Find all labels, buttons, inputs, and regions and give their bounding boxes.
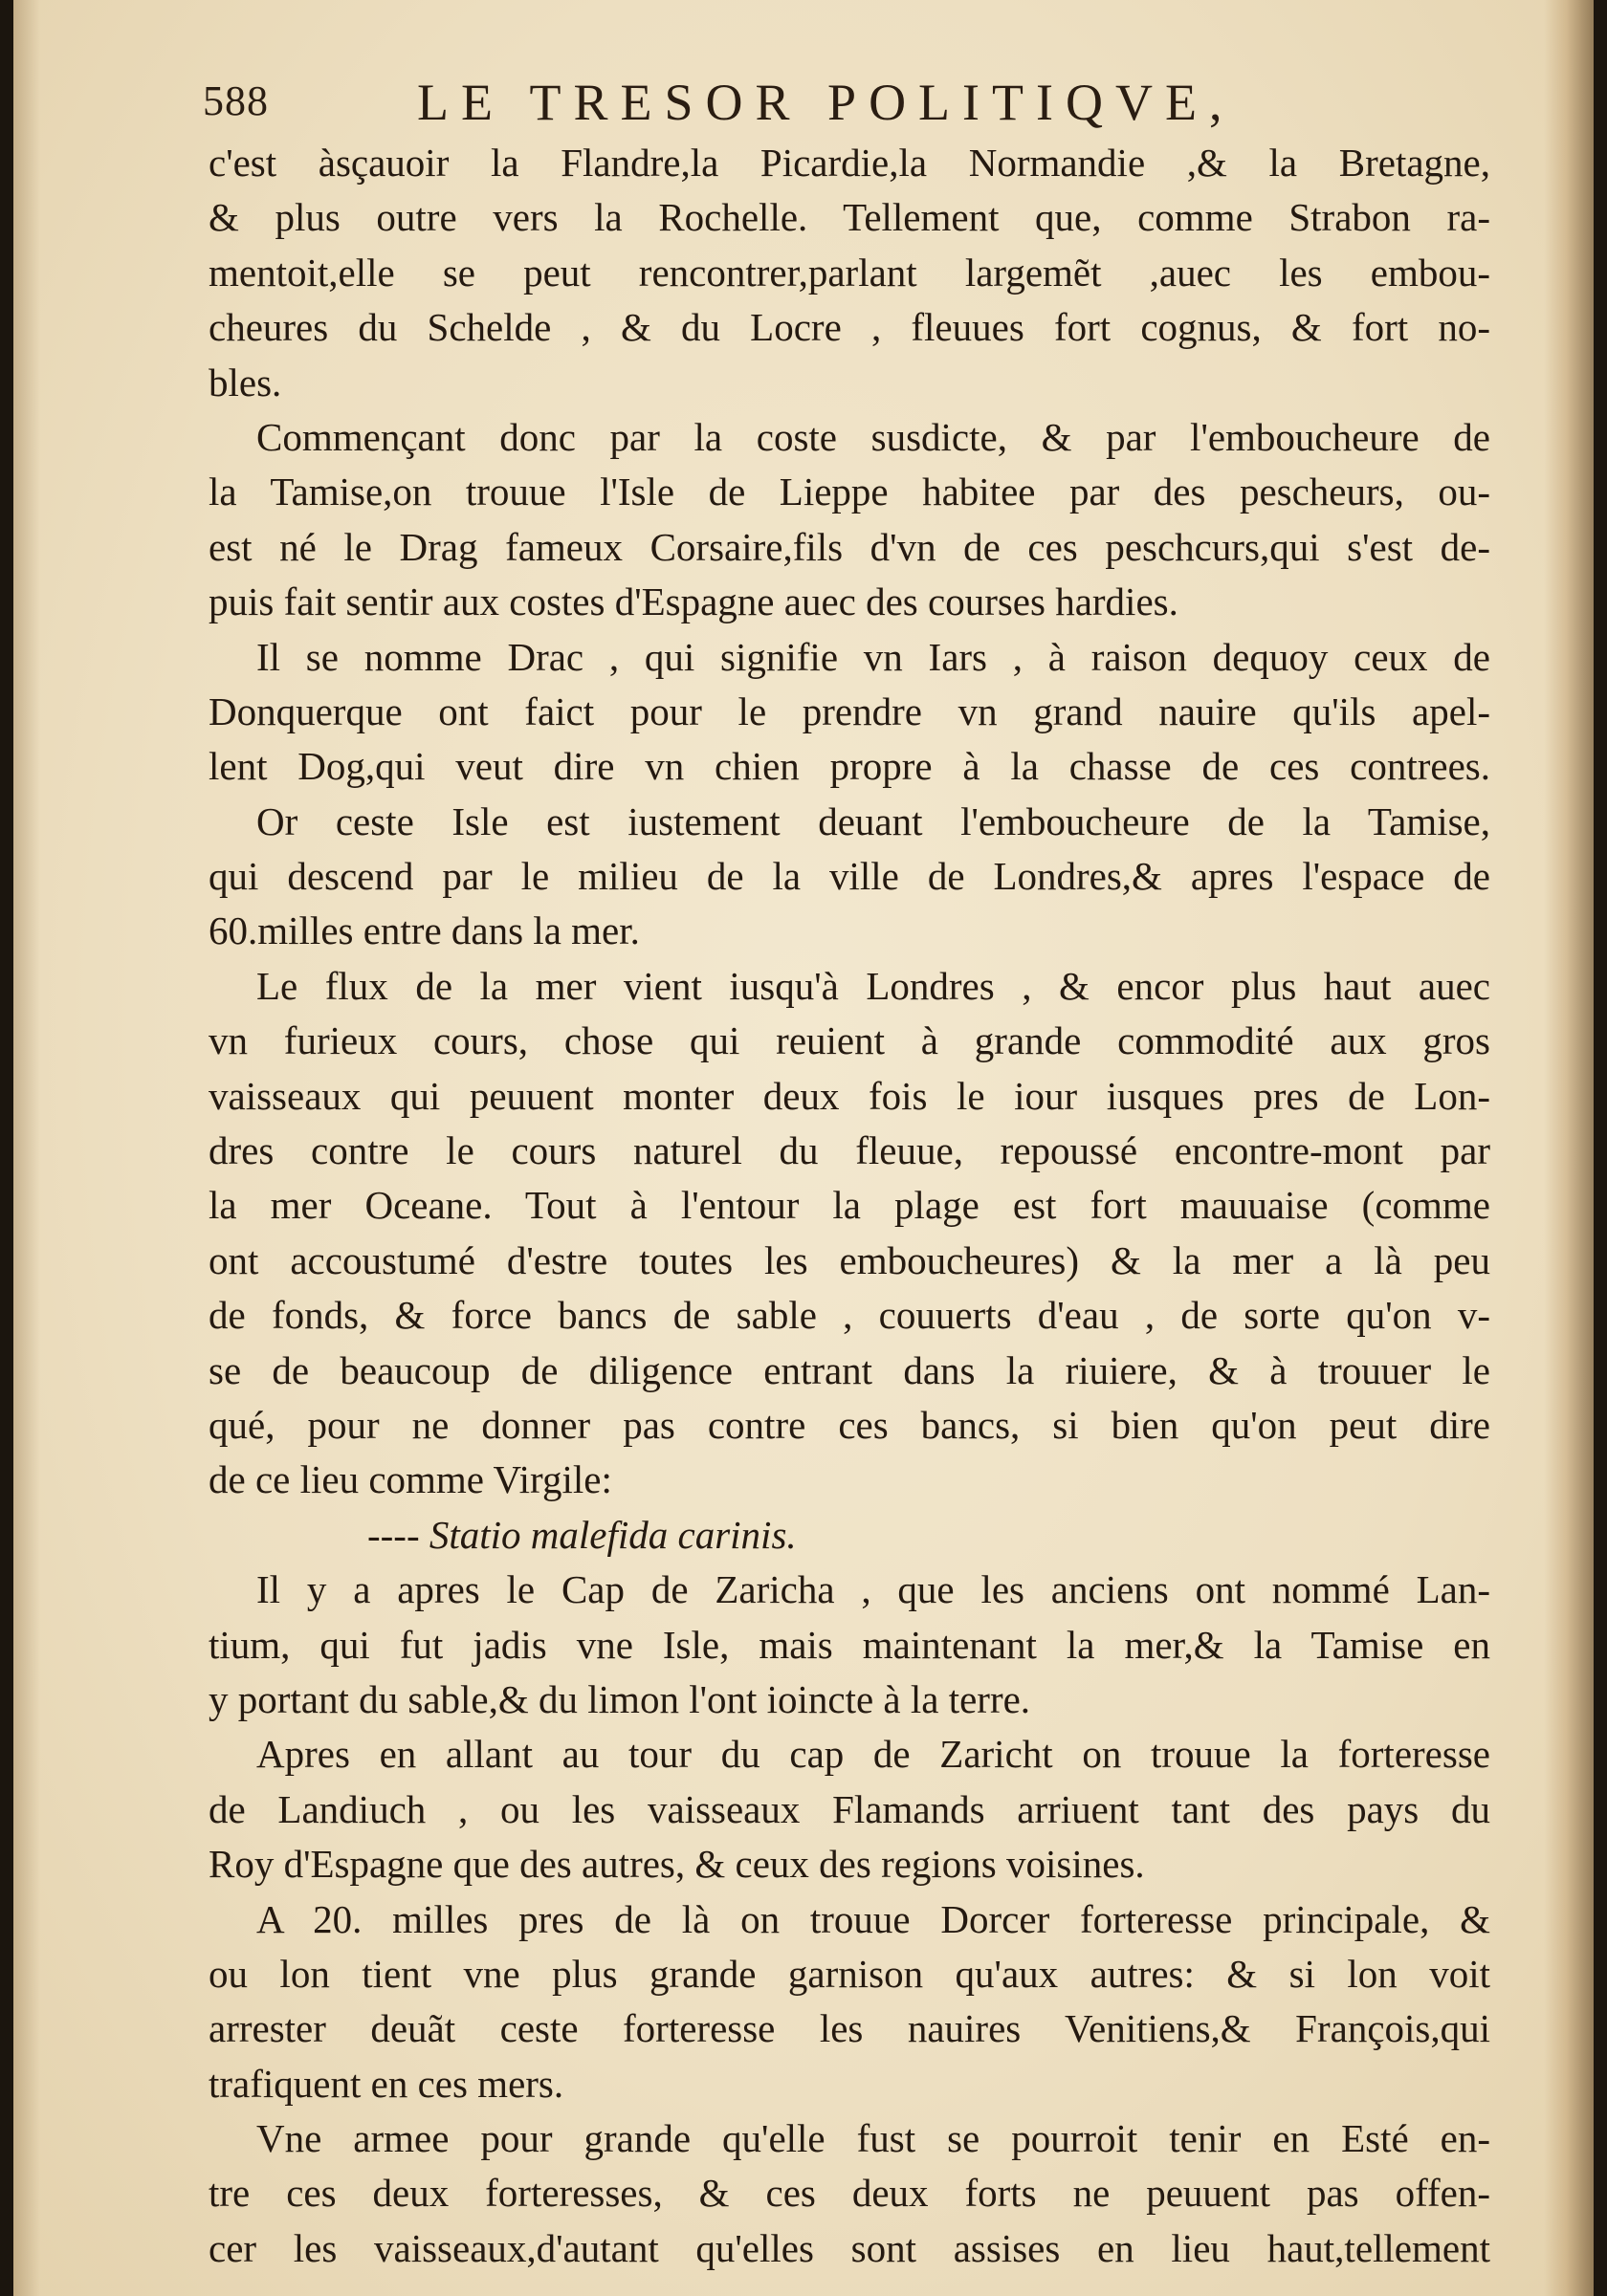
latin-quotation: ---- Statio malefida carinis. — [367, 1512, 797, 1557]
text-line: c'est àsçauoir la Flandre,la Picardie,la Normandie ,& la Bretagne, — [209, 141, 1490, 185]
text-line: la Tamise,on trouue l'Isle de Lieppe habitee par des pescheurs, ou- — [209, 470, 1490, 514]
text-line: est né le Drag fameux Corsaire,fils d'vn de ces peschcurs,qui s'est de- — [209, 524, 1490, 569]
text-line: Il y a apres le Cap de Zaricha , que les anciens ont nommé Lan- — [256, 1567, 1490, 1612]
text-line: Or ceste Isle est iustement deuant l'emboucheure de la Tamise, — [256, 798, 1490, 843]
text-line: ou lon tient vne plus grande garnison qu'aux autres: & si lon voit — [209, 1951, 1490, 1996]
running-title: LE TRESOR POLITIQVE, — [417, 74, 1235, 131]
text-line: lent Dog,qui veut dire vn chien propre à la chasse de ces contrees. — [209, 744, 1490, 789]
text-line: ont accoustumé d'estre toutes les emboucheures) & la mer a là peu — [209, 1237, 1490, 1282]
text-line: arrester deuãt ceste forteresse les nauires Venitiens,& François,qui — [209, 2006, 1490, 2051]
body-text — [209, 136, 1490, 2276]
text-line: trafiquent en ces mers. — [209, 2061, 564, 2106]
text-line: de ce lieu comme Virgile: — [209, 1457, 612, 1502]
text-line: la mer Oceane. Tout à l'entour la plage est fort mauuaise (comme — [209, 1183, 1490, 1228]
text-line: mentoit,elle se peut rencontrer,parlant largemẽt ,auec les embou- — [209, 250, 1490, 295]
text-line: Commençant donc par la coste susdicte, & par l'emboucheure de — [256, 414, 1490, 459]
text-line: vaisseaux qui peuuent monter deux fois le iour iusques pres de Lon- — [209, 1073, 1490, 1118]
text-line: tium, qui fut jadis vne Isle, mais maintenant la mer,& la Tamise en — [209, 1622, 1490, 1667]
book-page — [13, 0, 1594, 2296]
text-line: & plus outre vers la Rochelle. Tellement que, comme Strabon ra- — [209, 195, 1490, 240]
text-line: cer les vaisseaux,d'autant qu'elles sont assises en lieu haut,tellement — [209, 2225, 1490, 2270]
text-line: tre ces deux forteresses, & ces deux forts ne peuuent pas offen- — [209, 2171, 1490, 2216]
text-line: Il se nomme Drac , qui signifie vn Iars , à raison dequoy ceux de — [256, 634, 1490, 679]
text-line: bles. — [209, 360, 282, 405]
text-line: Apres en allant au tour du cap de Zaricht on trouue la forteresse — [256, 1732, 1490, 1777]
text-line: dres contre le cours naturel du fleuue, repoussé encontre-mont par — [209, 1128, 1490, 1173]
text-line: qué, pour ne donner pas contre ces bancs, si bien qu'on peut dire — [209, 1402, 1490, 1447]
text-line: Le flux de la mer vient iusqu'à Londres , & encor plus haut auec — [256, 963, 1490, 1008]
text-line: vn furieux cours, chose qui reuient à grande commodité aux gros — [209, 1018, 1490, 1063]
text-line: cheures du Schelde , & du Locre , fleuues fort cognus, & fort no- — [209, 305, 1490, 350]
text-line: Roy d'Espagne que des autres, & ceux des regions voisines. — [209, 1842, 1145, 1887]
text-line: qui descend par le milieu de la ville de Londres,& apres l'espace de — [209, 854, 1490, 899]
page-edge-shadow — [1544, 0, 1594, 2296]
text-line: se de beaucoup de diligence entrant dans la riuiere, & à trouuer le — [209, 1347, 1490, 1392]
page-number: 588 — [203, 77, 269, 124]
text-line: Donquerque ont faict pour le prendre vn grand nauire qu'ils apel- — [209, 689, 1490, 733]
text-line: y portant du sable,& du limon l'ont ioincte à la terre. — [209, 1676, 1031, 1721]
text-line: de fonds, & force bancs de sable , couuerts d'eau , de sorte qu'on v- — [209, 1293, 1490, 1338]
page-header — [195, 69, 1458, 136]
text-line: Vne armee pour grande qu'elle fust se pourroit tenir en Esté en- — [256, 2116, 1490, 2161]
text-line: puis fait sentir aux costes d'Espagne auec des courses hardies. — [209, 579, 1178, 624]
text-line: 60.milles entre dans la mer. — [209, 908, 640, 953]
text-line: A 20. milles pres de là on trouue Dorcer forteresse principale, & — [256, 1896, 1490, 1941]
page-gutter-shadow — [13, 0, 40, 2296]
text-line: de Landiuch , ou les vaisseaux Flamands arriuent tant des pays du — [209, 1786, 1490, 1831]
